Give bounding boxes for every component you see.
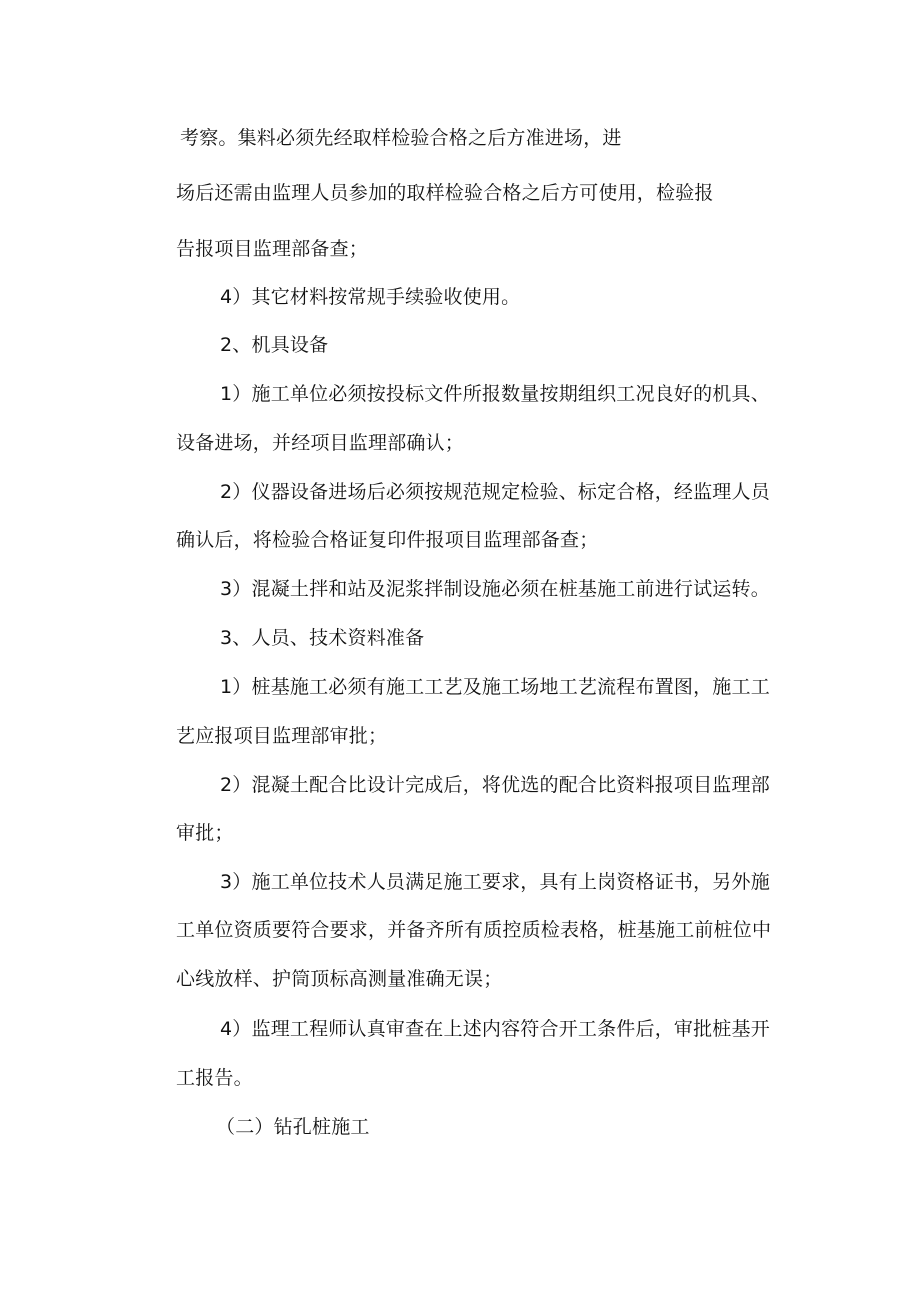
list-item: 2）混凝土配合比设计完成后，将优选的配合比资料报项目监理部 — [220, 774, 770, 796]
list-item: 1）施工单位必须按投标文件所报数量按期组织工况良好的机具、 — [220, 383, 770, 405]
list-item: 2）仪器设备进场后必须按规范规定检验、标定合格，经监理人员 — [220, 481, 770, 503]
list-item: 4）监理工程师认真审查在上述内容符合开工条件后，审批桩基开 — [220, 1018, 770, 1040]
text-line: 确认后，将检验合格证复印件报项目监理部备查； — [176, 529, 599, 551]
text-line: 审批； — [176, 822, 234, 844]
text-line: 工报告。 — [176, 1067, 253, 1089]
text-line: 工单位资质要符合要求，并备齐所有质控质检表格，桩基施工前桩位中 — [176, 919, 772, 941]
text-line: 场后还需由监理人员参加的取样检验合格之后方可使用，检验报 — [176, 182, 714, 204]
section-heading: 3、人员、技术资料准备 — [220, 627, 425, 649]
list-item: 3）施工单位技术人员满足施工要求，具有上岗资格证书，另外施 — [220, 871, 770, 893]
text-line: 考察。集料必须先经取样检验合格之后方准进场，进 — [180, 127, 622, 149]
section-heading: （二）钻孔桩施工 — [216, 1116, 370, 1138]
list-item: 3）混凝土拌和站及泥浆拌制设施必须在桩基施工前进行试运转。 — [220, 578, 770, 600]
text-line: 艺应报项目监理部审批； — [176, 725, 388, 747]
list-item: 4）其它材料按常规手续验收使用。 — [220, 286, 521, 308]
list-item: 1）桩基施工必须有施工工艺及施工场地工艺流程布置图，施工工 — [220, 676, 770, 698]
text-line: 告报项目监理部备查； — [176, 238, 369, 260]
section-heading: 2、机具设备 — [220, 334, 329, 356]
text-line: 心线放样、护筒顶标高测量准确无误； — [176, 968, 503, 990]
text-line: 设备进场，并经项目监理部确认； — [176, 432, 465, 454]
